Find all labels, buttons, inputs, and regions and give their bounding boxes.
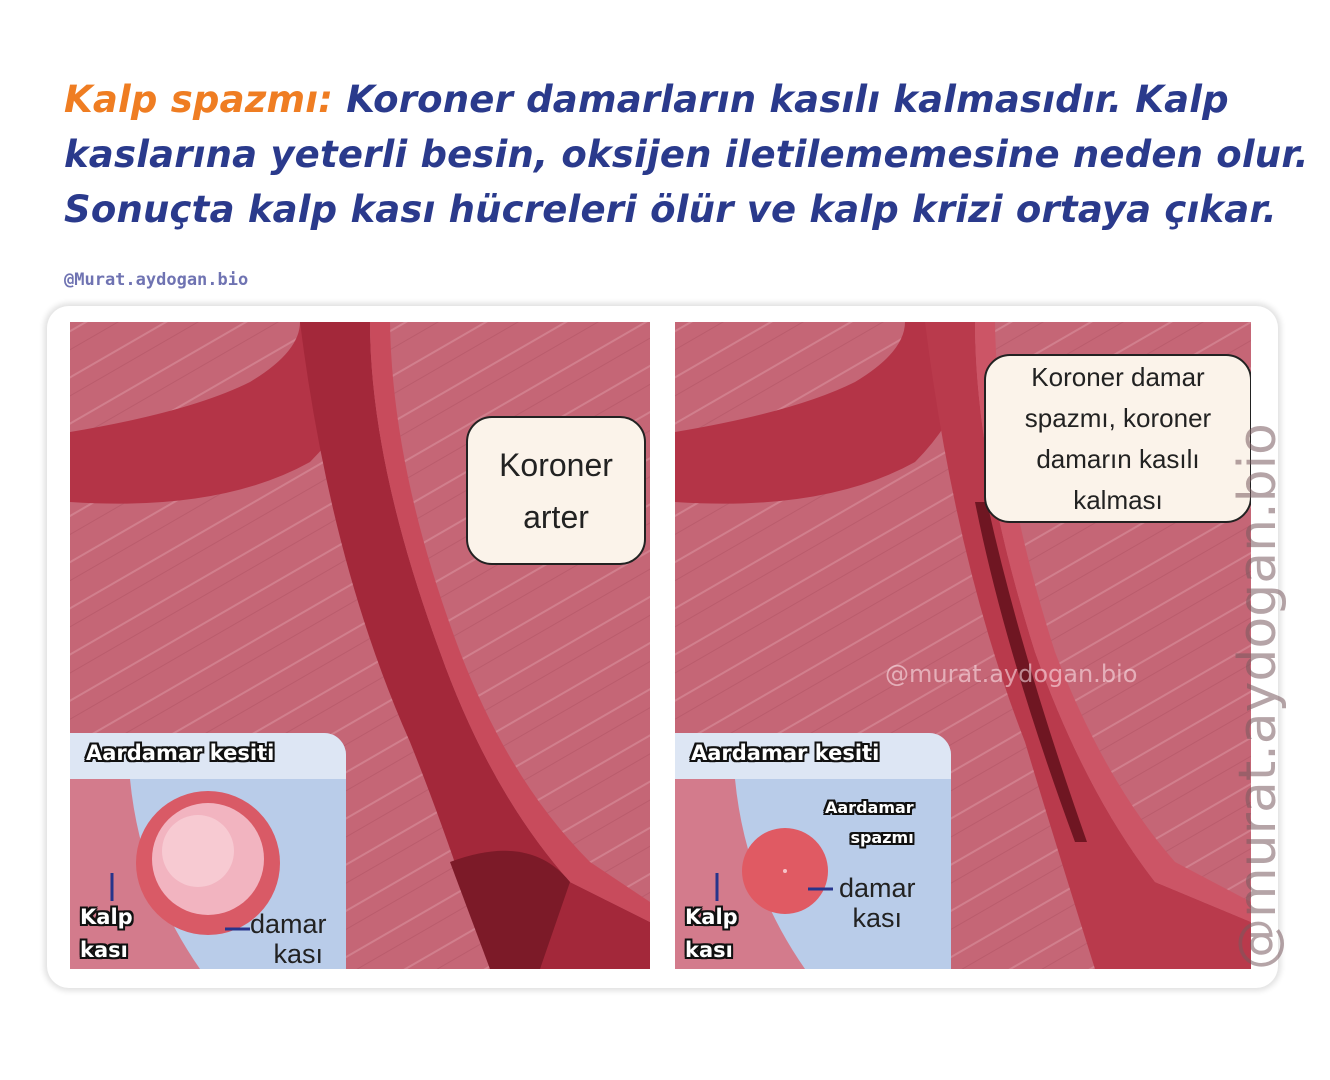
callout-line: spazmı, koroner (1024, 402, 1212, 433)
heading (64, 72, 1330, 237)
heart-muscle-label: Kalp kası (80, 905, 133, 962)
spasm-callout (984, 354, 1251, 523)
vessel-muscle-label: damar kası (250, 909, 327, 969)
heading-line3: Sonuçta kalp kası hücreleri ölür ve kalp krizi ortaya çıkar. (64, 188, 1277, 231)
vessel-muscle-label: damar kası (839, 873, 916, 933)
heart-muscle-label: Kalp kası (685, 905, 738, 962)
cross-section-inset (70, 733, 346, 969)
spasm-subtitle: Aardamar spazmı (825, 798, 914, 847)
callout-line: kalması (1073, 484, 1163, 515)
callout-line: Koroner (499, 446, 613, 483)
spasm-artery-panel (675, 322, 1251, 969)
callout-line: arter (523, 498, 589, 535)
watermark-panel: @murat.aydogan.bio (885, 660, 1138, 688)
heading-line1: Koroner damarların kasılı kalmasıdır. Kalp (333, 78, 1229, 121)
normal-artery-panel (70, 322, 650, 969)
inset-title: Aardamar kesiti (691, 741, 880, 765)
coronary-artery-callout (466, 416, 646, 565)
callout-line: Koroner damar (1031, 361, 1205, 392)
inset-title: Aardamar kesiti (86, 741, 275, 765)
watermark-top: @Murat.aydogan.bio (64, 270, 249, 290)
cross-section-inset (675, 733, 951, 969)
heading-term: Kalp spazmı: (64, 78, 334, 121)
heading-line2: kaslarına yeterli besin, oksijen iletilememesine neden olur. (64, 133, 1309, 176)
callout-line: damarın kasılı (1036, 443, 1200, 474)
watermark-vertical: @murat.aydogan.bio (1228, 423, 1288, 970)
